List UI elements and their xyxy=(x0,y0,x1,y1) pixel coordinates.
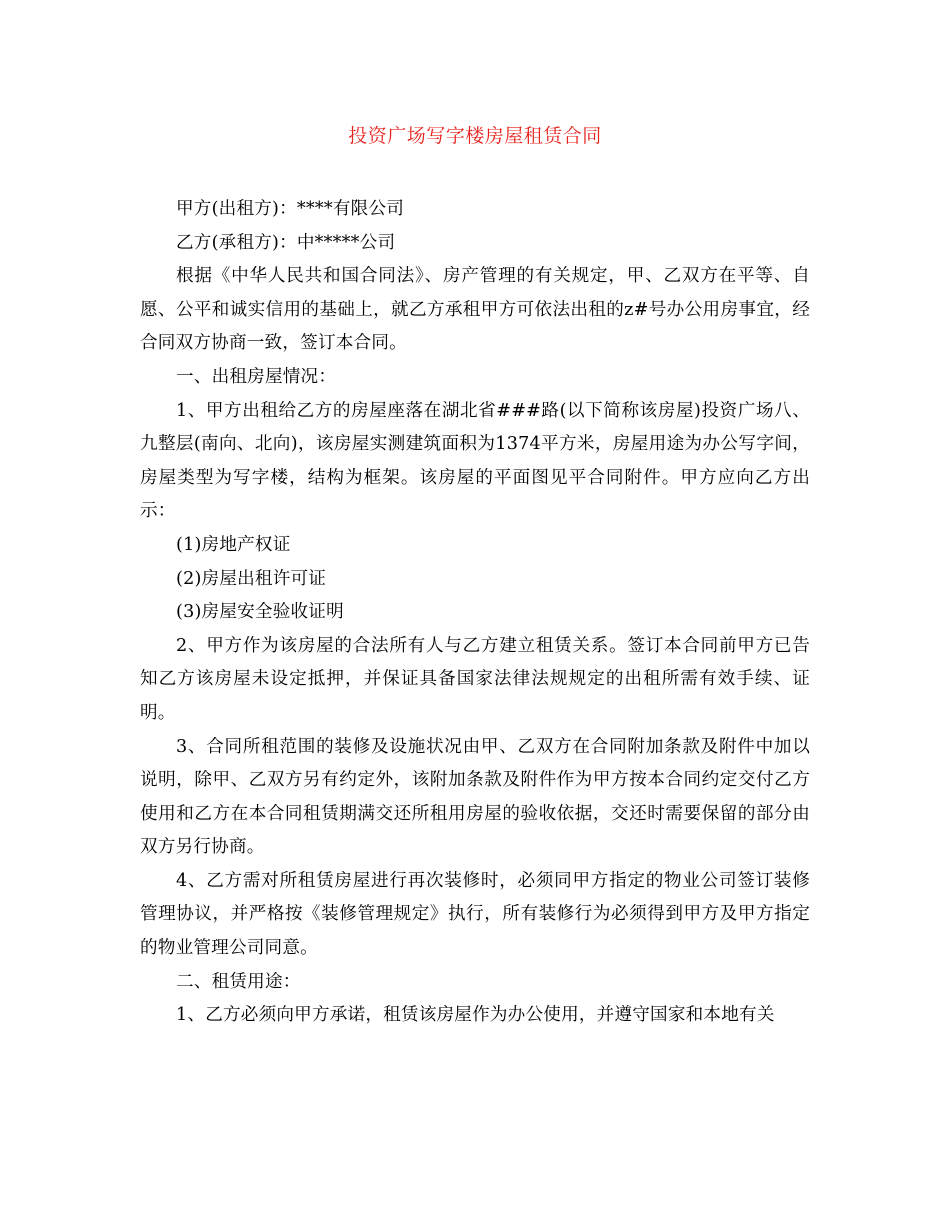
document-body xyxy=(140,193,810,1033)
section-heading-1: 一、出租房屋情况： xyxy=(176,366,337,387)
party-b-line: 乙方(承租方)：中*****公司 xyxy=(176,232,396,253)
clause-1-1: 1、甲方出租给乙方的房屋座落在湖北省###路(以下简称该房屋)投资广场八、九整层(南向、北向)，该房屋实测建筑面积为1374平方米，房屋用途为办公写字间，房屋类型为写字楼，结构为框架。该房屋的平面图见平合同附件。甲方应向乙方出示： xyxy=(140,400,810,522)
party-a-line: 甲方(出租方)：****有限公司 xyxy=(176,199,405,219)
clause-1-4: 4、乙方需对所租赁房屋进行再次装修时，必须同甲方指定的物业公司签订装修管理协议，并严格按《装修管理规定》执行，所有装修行为必须得到甲方及甲方指定的物业管理公司同意。 xyxy=(140,870,810,959)
clause-1-3: 3、合同所租范围的装修及设施状况由甲、乙双方在合同附加条款及附件中加以说明，除甲、乙双方另有约定外，该附加条款及附件作为甲方按本合同约定交付乙方使用和乙方在本合同租赁期满交还所租用房屋的验收依据，交还时需要保留的部分由双方另行协商。 xyxy=(140,736,810,858)
clause-1-2: 2、甲方作为该房屋的合法所有人与乙方建立租赁关系。签订本合同前甲方已告知乙方该房屋未设定抵押，并保证具备国家法律法规规定的出租所需有效手续、证明。 xyxy=(140,635,810,723)
clause-2-1: 1、乙方必须向甲方承诺，租赁该房屋作为办公使用，并遵守国家和本地有关 xyxy=(176,1005,775,1026)
preamble-paragraph: 根据《中华人民共和国合同法》、房产管理的有关规定，甲、乙双方在平等、自愿、公平和诚实信用的基础上，就乙方承租甲方可依法出租的z#号办公用房事宜，经合同双方协商一致，签订本合同。 xyxy=(140,266,810,354)
list-item-1: (1)房地产权证 xyxy=(176,534,291,555)
list-item-2: (2)房屋出租许可证 xyxy=(176,568,327,589)
section-heading-2: 二、租赁用途： xyxy=(176,971,301,992)
document-title: 投资广场写字楼房屋租赁合同 xyxy=(348,125,602,147)
list-item-3: (3)房屋安全验收证明 xyxy=(176,602,344,623)
